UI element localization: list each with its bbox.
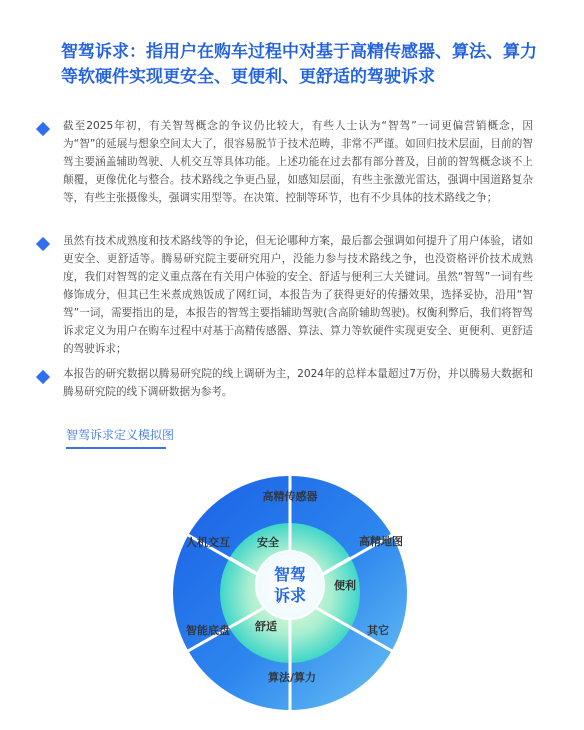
bullet-diamond-icon [36,370,50,384]
outer-label-other: 其它 [367,624,389,637]
bullet-diamond-icon [36,237,50,251]
outer-label-hd-map: 高精地图 [359,535,403,548]
paragraph-3: 本报告的研究数据以腾易研究院的线上调研为主，2024年的总样本量超过7万份，并以腾易大数据和腾易研究院的线下调研数据为参考。 [63,368,533,398]
bullet-diamond-icon [36,122,50,136]
inner-label-convenience: 便利 [334,579,356,592]
inner-label-safety: 安全 [257,536,279,549]
center-circle-cover [257,552,323,618]
diagram-section-title: 智驾诉求定义模拟图 [66,428,175,442]
section-underline [66,447,166,449]
outer-label-sensors: 高精传感器 [262,490,318,503]
page-title: 智驾诉求：指用户在购车过程中对基于高精传感器、算法、算力等软硬件实现更安全、更便利、更舒适的驾驶诉求 [61,42,537,87]
definition-diagram [0,450,584,730]
outer-label-smart-chassis: 智能底盘 [186,624,230,637]
paragraph-2: 虽然有技术成熟度和技术路线等的争论，但无论哪种方案，最后都会强调如何提升了用户体验，诸如更安全、更舒适等。腾易研究院主要研究用户，没能力参与技术路线之争，也没资格评价技术成熟度，我们对智驾的定义重点落在有关用户体验的安全、舒适与便利三大关键词。虽然“智驾”一词有些修饰成分，但其已生米煮成熟饭成了网红词，本报告为了获得更好的传播效果，选择妥协，沿用“智驾”一词，需要指出的是，本报告的智驾主要指辅助驾驶(含高阶辅助驾驶)。权衡利弊后，我们将智驾诉求定义为用户在购车过程中对基于高精传感器、算法、算力等软硬件实现更安全、更便利、更舒适的驾驶诉求； [63,235,533,355]
paragraph-1: 截至2025年初，有关智驾概念的争议仍比较大，有些人士认为“智驾”一词更偏营销概念，因为“智”的延展与想象空间太大了，很容易脱节于技术范畴，非常不严谨。如回归技术层面，目前的智驾主要涵盖辅助驾驶、人机交互等具体功能。上述功能在过去都有部分普及，目前的智驾概念谈不上颠覆，更像优化与整合。技术路线之争更凸显，如感知层面，有些主张激光雷达，强调中国道路复杂等，有些主张摄像头，强调实用型等。在决策、控制等环节，也有不少具体的技术路线之争； [63,120,533,204]
outer-label-algo-compute: 算法/算力 [267,671,317,684]
center-label-bottom: 诉求 [273,586,307,605]
inner-label-comfort: 舒适 [255,620,277,633]
outer-label-hmi: 人机交互 [186,536,230,549]
center-label-top: 智驾 [273,565,307,584]
